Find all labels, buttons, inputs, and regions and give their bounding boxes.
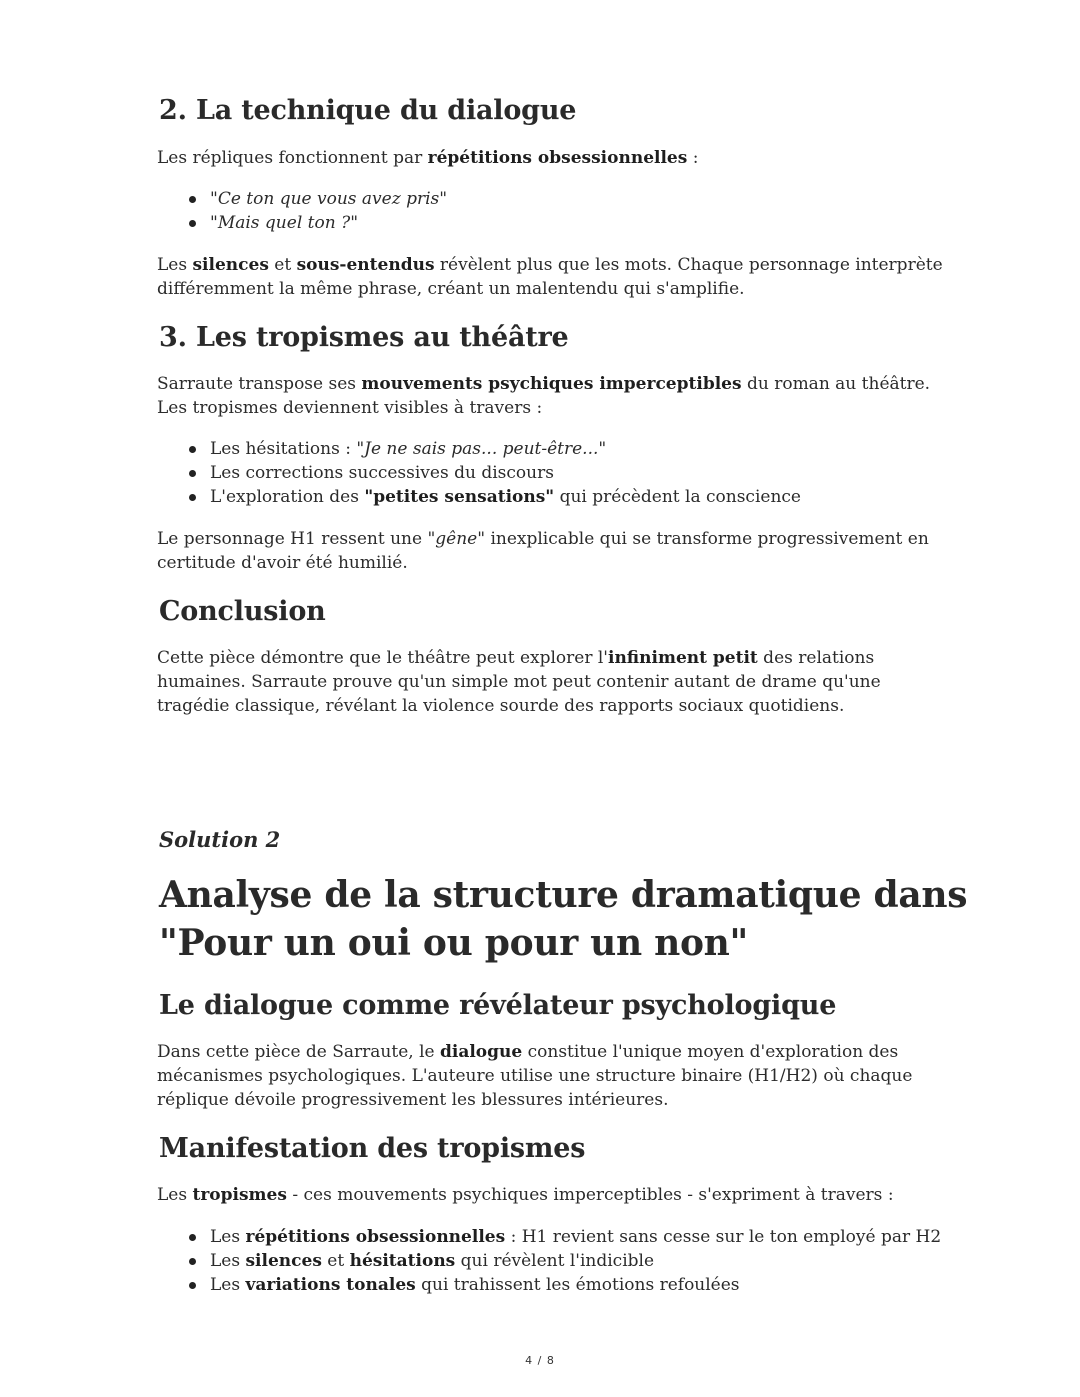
bullet-list-quotes [184, 187, 447, 235]
paragraph-transpose: Sarraute transpose ses mouvements psychiques imperceptibles du roman au théâtre. Les tropismes deviennent visibles à travers : [157, 374, 931, 418]
section-heading-tropismes-theatre: 3. Les tropismes au théâtre [159, 322, 569, 353]
list-item: "Ce ton que vous avez pris" [184, 187, 447, 211]
paragraph-conclusion: Cette pièce démontre que le théâtre peut explorer l'infiniment petit des relations humaines. Sarraute prouve qu'un simple mot peut contenir autant de drame qu'une tragédie classique, révélant la violence sourde des rapports sociaux quotidiens. [157, 648, 881, 716]
section-heading-manifestation: Manifestation des tropismes [159, 1133, 586, 1164]
list-item: Les répétitions obsessionnelles : H1 revient sans cesse sur le ton employé par H2 [184, 1225, 941, 1249]
document-title: Analyse de la structure dramatique dans "Pour un oui ou pour un non" [159, 874, 968, 964]
paragraph-silences: Les silences et sous-entendus révèlent plus que les mots. Chaque personnage interprète différemment la même phrase, créant un malentendu qui s'amplifie. [157, 255, 943, 299]
paragraph-repliques: Les répliques fonctionnent par répétitions obsessionnelles : [157, 148, 699, 168]
page-number: 4 / 8 [525, 1354, 555, 1367]
paragraph-gene: Le personnage H1 ressent une "gêne" inexplicable qui se transforme progressivement en certitude d'avoir été humilié. [157, 529, 929, 573]
list-item: L'exploration des "petites sensations" qui précèdent la conscience [184, 485, 801, 509]
list-item: Les silences et hésitations qui révèlent l'indicible [184, 1249, 941, 1273]
solution-label: Solution 2 [159, 827, 281, 852]
bullet-list-tropismes [184, 437, 801, 509]
section-heading-dialogue-revelateur: Le dialogue comme révélateur psychologique [159, 990, 837, 1021]
list-item: Les hésitations : "Je ne sais pas... peut-être..." [184, 437, 801, 461]
paragraph-dialogue: Dans cette pièce de Sarraute, le dialogue constitue l'unique moyen d'exploration des mécanismes psychologiques. L'auteure utilise une structure binaire (H1/H2) où chaque réplique dévoile progressivement les blessures intérieures. [157, 1042, 913, 1110]
paragraph-tropismes: Les tropismes - ces mouvements psychiques imperceptibles - s'expriment à travers : [157, 1185, 894, 1205]
list-item: "Mais quel ton ?" [184, 211, 447, 235]
section-heading-dialogue-technique: 2. La technique du dialogue [159, 95, 577, 126]
section-heading-conclusion: Conclusion [159, 596, 326, 627]
list-item: Les corrections successives du discours [184, 461, 801, 485]
list-item: Les variations tonales qui trahissent les émotions refoulées [184, 1273, 941, 1297]
bullet-list-manifestation [184, 1225, 941, 1297]
